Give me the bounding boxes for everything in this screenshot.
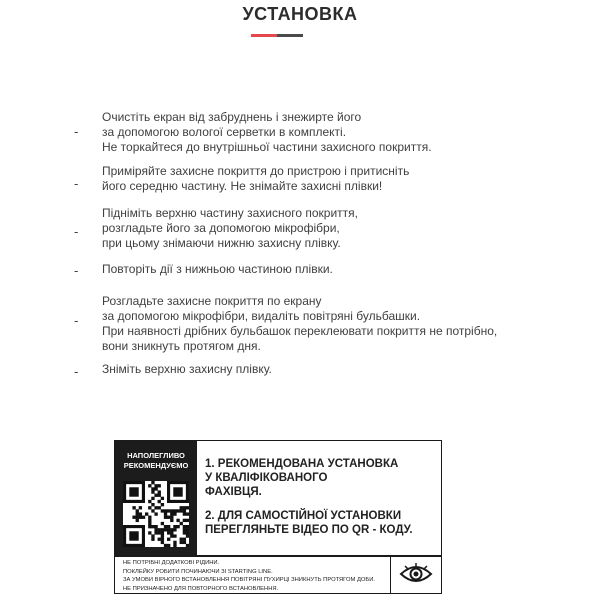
step-line: При наявності дрібних бульбашок переклеювати покриття не потрібно, <box>102 324 498 338</box>
qr-code-icon[interactable] <box>123 481 189 547</box>
step-line: Приміряйте захисне покриття до пристрою і притисніть <box>102 164 410 178</box>
step-6 <box>102 362 542 377</box>
step-line: його середню частину. Не знімайте захисні плівки! <box>102 179 383 193</box>
step-marker: - <box>74 364 79 379</box>
recommendation-line: 1. РЕКОМЕНДОВАНА УСТАНОВКА <box>205 458 399 470</box>
page-title: УСТАНОВКА <box>242 4 358 24</box>
badge-panel <box>115 441 197 555</box>
eye-cell <box>390 556 441 593</box>
step-line: Очистіть екран від забруднень і знежирте його <box>102 110 362 124</box>
recommend-badge <box>115 451 197 471</box>
qr-code-graphic <box>123 481 189 547</box>
step-3 <box>102 206 542 251</box>
title-underline <box>251 34 303 37</box>
step-marker: - <box>74 263 79 278</box>
step-marker: - <box>74 176 79 191</box>
step-line: Підніміть верхню частину захисного покриття, <box>102 206 359 220</box>
installation-notes <box>123 559 383 593</box>
step-1 <box>102 110 542 155</box>
recommendations <box>205 457 435 537</box>
step-line: за допомогою вологої серветки в комплекті. <box>102 125 347 139</box>
badge-line: НАПОЛЕГЛИВО <box>127 451 185 460</box>
step-line: розгладьте його за допомогою мікрофібри, <box>102 221 340 235</box>
recommendation-line: У КВАЛІФІКОВАНОГО <box>205 472 328 484</box>
note-line: ПОКЛЕЙКУ РОБИТИ ПОЧИНАЮЧИ ЗІ STARTING LINE. <box>123 568 273 575</box>
badge-line: РЕКОМЕНДУЄМО <box>123 461 189 470</box>
step-5 <box>102 294 542 354</box>
recommendation-line: ФАХІВЦЯ. <box>205 486 262 498</box>
step-marker: - <box>74 124 79 139</box>
step-line: Повторіть дії з нижньою частиною плівки. <box>102 262 333 276</box>
note-line: ЗА УМОВИ ВІРНОГО ВСТАНОВЛЕННЯ ПОВІТРЯНІ ПУХИРЦІ ЗНИКНУТЬ ПРОТЯГОМ ДОБИ. <box>123 577 375 583</box>
step-line: Не торкайтеся до внутрішньої частини захисного покриття. <box>102 140 432 154</box>
recommendation-line: 2. ДЛЯ САМОСТІЙНОЇ УСТАНОВКИ <box>205 510 402 522</box>
step-marker: - <box>74 313 79 328</box>
note-line: НЕ ПРИЗНАЧЕНО ДЛЯ ПОВТОРНОГО ВСТАНОВЛЕННЯ. <box>123 585 279 592</box>
step-marker: - <box>74 224 79 239</box>
step-2 <box>102 164 542 194</box>
eye-icon <box>399 562 433 586</box>
note-line: НЕ ПОТРІБНІ ДОДАТКОВІ РІДИНИ. <box>123 560 220 566</box>
step-line: при цьому знімаючи нижню захисну плівку. <box>102 236 341 250</box>
recommendation-card <box>114 440 442 594</box>
step-line: Розгладьте захисне покриття по екрану <box>102 294 322 308</box>
step-line: за допомогою мікрофібри, видаліть повітряні бульбашки. <box>102 309 421 323</box>
step-4 <box>102 262 542 277</box>
title-underline-accent <box>251 34 277 37</box>
title-underline-dark <box>277 34 303 37</box>
step-line: вони зникнуть протягом дня. <box>102 339 261 353</box>
recommendation-line: ПЕРЕГЛЯНЬТЕ ВІДЕО ПО QR - КОДУ. <box>205 524 413 536</box>
step-line: Зніміть верхню захисну плівку. <box>102 362 272 376</box>
